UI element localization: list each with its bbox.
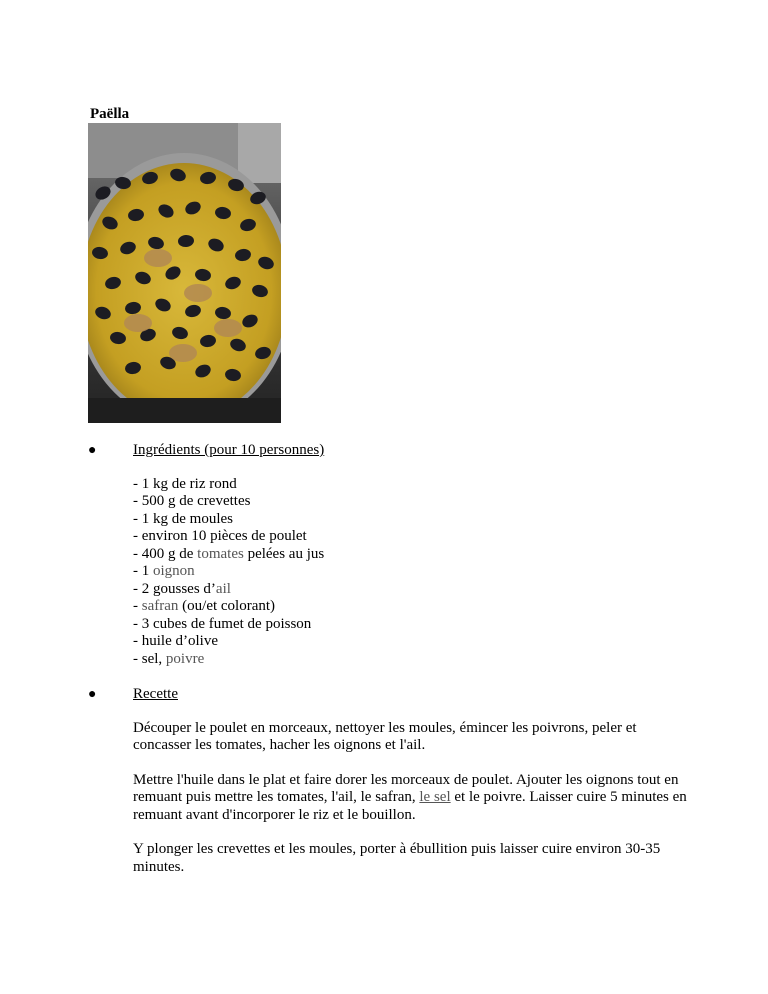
ingredients-list [133, 476, 693, 669]
ingredients-section [88, 442, 693, 668]
ingredient-link[interactable]: poivre [165, 650, 205, 667]
recipe-title: Paëlla [90, 106, 130, 122]
chicken-piece-shape [214, 319, 242, 337]
ingredients-heading: Ingrédients (pour 10 personnes) [133, 442, 325, 458]
ingredient-item: - sel, poivre [133, 650, 205, 667]
chicken-piece-shape [144, 249, 172, 267]
chicken-piece-shape [184, 284, 212, 302]
ingredient-item: - safran (ou/et colorant) [133, 598, 276, 614]
ingredient-item: - 3 cubes de fumet de poisson [133, 615, 312, 632]
ingredient-link[interactable]: safran [141, 598, 179, 614]
recipe-step-1: Découper le poulet en morceaux, nettoyer les moules, émincer les poivrons, peler et concasser les tomates, hacher les oignons et l'ail. [133, 719, 637, 753]
chicken-piece-shape [169, 344, 197, 362]
paella-photo-drawing [88, 123, 281, 423]
ingredient-item: - huile d’olive [133, 633, 218, 649]
ingredient-item: - 2 gousses d’ail [133, 580, 231, 597]
paella-photo [88, 123, 281, 423]
ingredient-item: - environ 10 pièces de poulet [133, 528, 307, 544]
ingredient-item: - 500 g de crevettes [133, 493, 251, 509]
recipe-heading: Recette [133, 686, 178, 702]
salt-link[interactable]: le sel [419, 789, 451, 805]
ingredient-item: - 1 kg de riz rond [133, 475, 237, 492]
ingredient-link[interactable]: oignon [153, 563, 195, 579]
ingredient-item: - 400 g de tomates pelées au jus [133, 545, 325, 562]
ingredient-item: - 1 kg de moules [133, 510, 233, 527]
ingredient-item: - 1 oignon [133, 563, 195, 579]
recipe-section [88, 686, 693, 876]
ingredient-link[interactable]: tomates [197, 545, 244, 562]
bullet-icon: ● [88, 443, 97, 458]
recipe-step-3: Y plonger les crevettes et les moules, porter à ébullition puis laisser cuire environ 30-35 minutes. [133, 841, 661, 875]
bullet-icon: ● [88, 687, 97, 702]
chicken-piece-shape [124, 314, 152, 332]
ingredient-link[interactable]: ail [215, 580, 231, 597]
recipe-step-2: Mettre l'huile dans le plat et faire dorer les morceaux de poulet. Ajouter les oignons tout en remuant puis mettre les tomates, l'ail, le safran, le sel et le poivre. Laisser cuire 5 minutes en remuant avant d'incorporer le riz et le bouillon. [133, 771, 687, 823]
